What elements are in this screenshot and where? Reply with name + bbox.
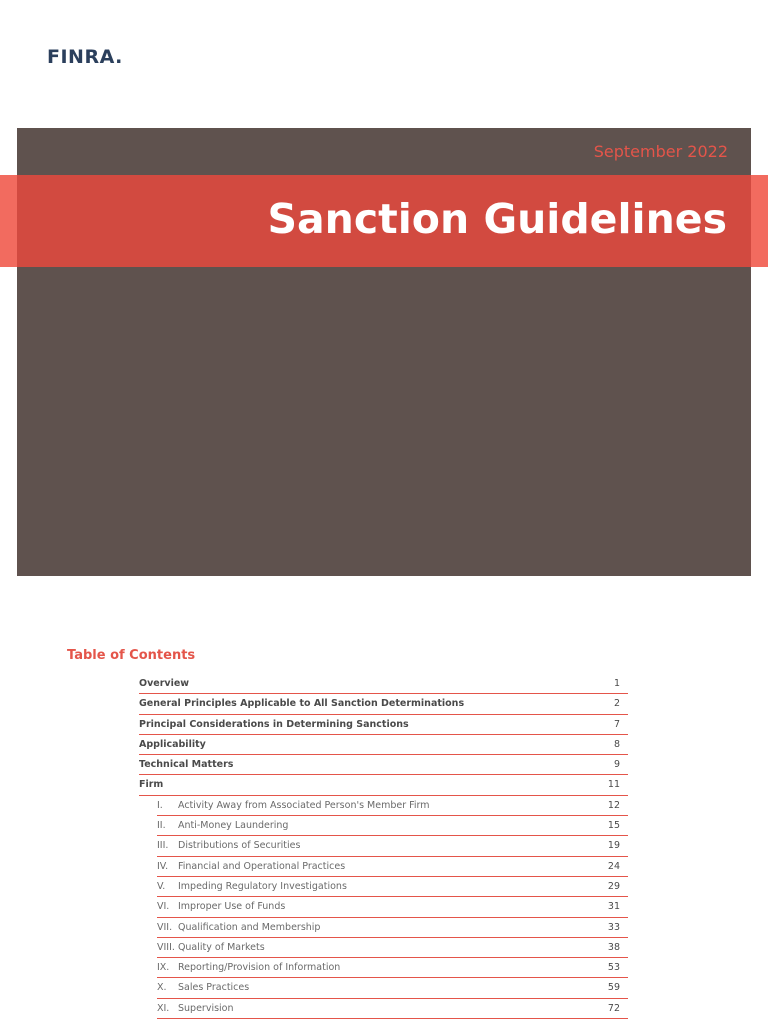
toc-subentry-page: 29 <box>607 880 620 892</box>
toc-subentry-label: Anti-Money Laundering <box>178 820 289 832</box>
toc-subentry-improper-use-of-funds[interactable] <box>157 897 628 917</box>
toc-entry-page: 11 <box>607 779 620 791</box>
toc-subentry-page: 72 <box>607 1002 620 1014</box>
toc-subentry-number: V. <box>157 880 166 892</box>
toc-subentry-activity-away[interactable] <box>157 796 628 816</box>
toc-entry-overview[interactable] <box>139 674 628 694</box>
toc-entry-label: Technical Matters <box>139 759 234 771</box>
title-band <box>0 175 768 267</box>
toc-subentry-anti-money-laundering[interactable] <box>157 816 628 836</box>
toc-subentry-page: 15 <box>607 820 620 832</box>
toc-subentry-number: X. <box>157 982 167 994</box>
toc-subentry-page: 19 <box>607 840 620 852</box>
toc-subentry-label: Qualification and Membership <box>178 921 321 933</box>
toc-entry-technical-matters[interactable] <box>139 755 628 775</box>
toc-subentry-label: Impeding Regulatory Investigations <box>178 880 347 892</box>
toc-entry-principal-considerations[interactable] <box>139 715 628 735</box>
toc-entry-page: 7 <box>613 718 620 730</box>
toc-subentry-sales-practices[interactable] <box>157 978 628 998</box>
toc-subentry-page: 12 <box>607 799 620 811</box>
toc-subentry-page: 38 <box>607 941 620 953</box>
toc-subentry-page: 59 <box>607 982 620 994</box>
toc-entry-firm[interactable] <box>139 775 628 795</box>
toc-subentry-number: IX. <box>157 962 170 974</box>
toc-subentry-number: XI. <box>157 1002 170 1014</box>
toc-subentry-page: 24 <box>607 860 620 872</box>
toc-subentry-label: Sales Practices <box>178 982 250 994</box>
toc-subentry-distributions[interactable] <box>157 836 628 856</box>
toc-entry-label: Applicability <box>139 738 206 750</box>
table-of-contents <box>139 674 628 1019</box>
toc-subentry-impeding-investigations[interactable] <box>157 877 628 897</box>
toc-subentry-page: 31 <box>607 901 620 913</box>
toc-entry-label: Firm <box>139 779 164 791</box>
toc-subentry-quality-of-markets[interactable] <box>157 938 628 958</box>
toc-subentry-qualification-membership[interactable] <box>157 918 628 938</box>
toc-subentry-label: Financial and Operational Practices <box>178 860 346 872</box>
toc-entry-page: 2 <box>613 698 620 710</box>
toc-subentry-number: I. <box>157 799 163 811</box>
toc-subentry-label: Reporting/Provision of Information <box>178 962 341 974</box>
toc-entry-label: Principal Considerations in Determining Sanctions <box>139 718 409 730</box>
publication-date: September 2022 <box>593 142 728 161</box>
toc-subentry-label: Activity Away from Associated Person's Member Firm <box>178 799 430 811</box>
toc-subentry-label: Distributions of Securities <box>178 840 301 852</box>
toc-entry-label: Overview <box>139 678 190 689</box>
toc-subentry-label: Quality of Markets <box>177 941 265 953</box>
toc-subentry-financial-operational[interactable] <box>157 857 628 877</box>
toc-subentry-label: Supervision <box>178 1002 234 1014</box>
toc-entry-page: 9 <box>613 759 620 771</box>
toc-entry-general-principles[interactable] <box>139 694 628 714</box>
toc-entry-label: General Principles Applicable to All Sanction Determinations <box>139 698 465 710</box>
finra-logo: FINRA. <box>47 46 123 68</box>
toc-subentry-number: VII. <box>157 921 173 933</box>
toc-subentry-number: II. <box>157 820 166 832</box>
toc-subentry-number: VIII. <box>157 941 175 953</box>
toc-heading: Table of Contents <box>67 648 196 663</box>
toc-entry-page: 1 <box>613 678 620 689</box>
document-title: Sanction Guidelines <box>267 195 727 243</box>
toc-entry-applicability[interactable] <box>139 735 628 755</box>
toc-subentry-page: 33 <box>607 921 620 933</box>
toc-subentry-number: VI. <box>157 901 170 913</box>
toc-subentry-supervision[interactable] <box>157 999 628 1019</box>
title-band-inner <box>17 175 751 267</box>
toc-subentry-number: IV. <box>157 860 169 872</box>
toc-entry-page: 8 <box>613 738 620 750</box>
toc-subentry-page: 53 <box>607 962 620 974</box>
toc-subentry-label: Improper Use of Funds <box>178 901 286 913</box>
toc-subentry-reporting[interactable] <box>157 958 628 978</box>
toc-subentry-number: III. <box>157 840 169 852</box>
